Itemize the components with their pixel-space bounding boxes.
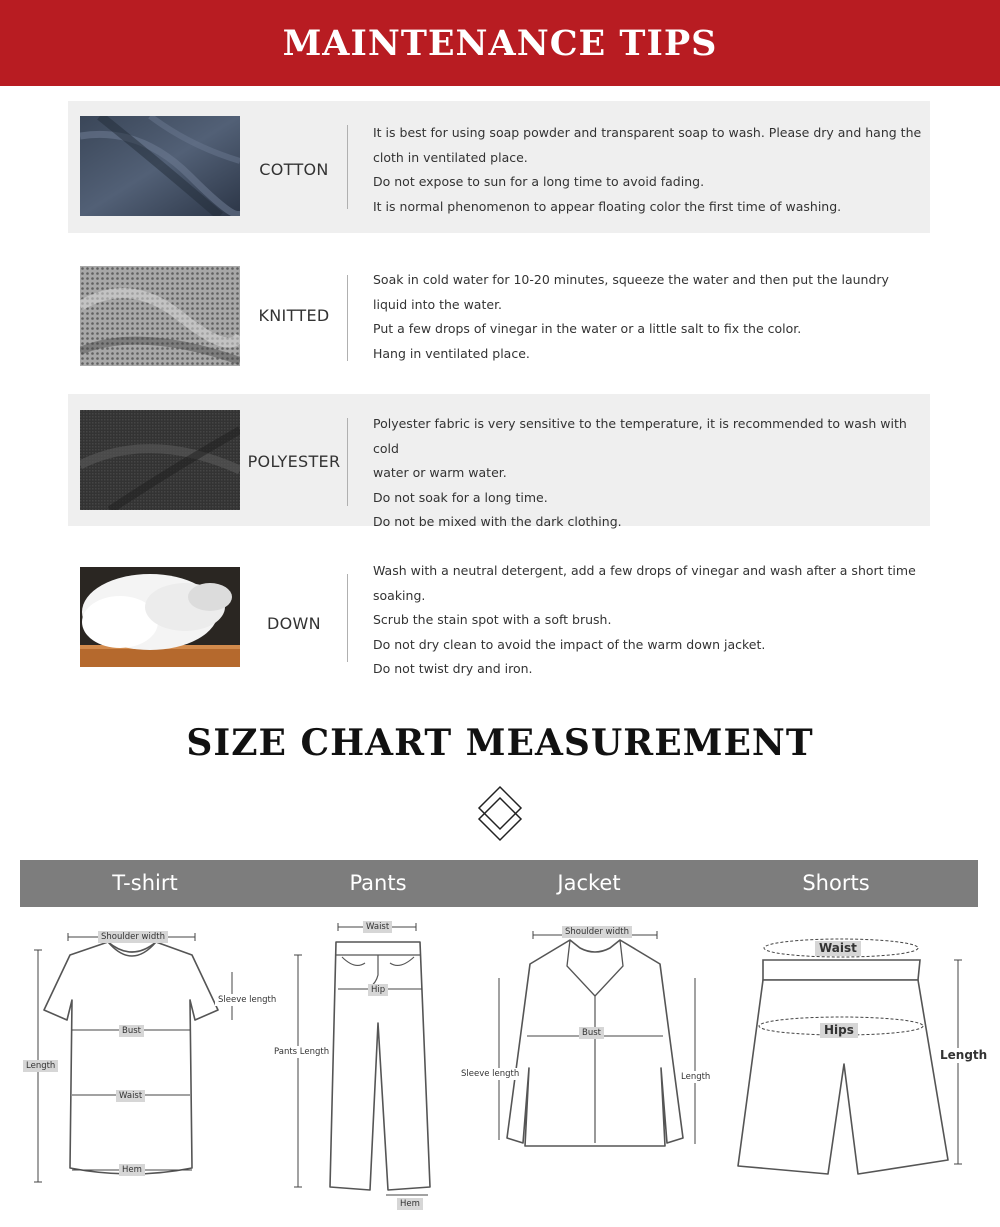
maintenance-banner xyxy=(0,0,1000,86)
tip-line: soaking. xyxy=(373,587,426,603)
tshirt-bust-label: Bust xyxy=(119,1025,144,1037)
shorts-waist-label: Waist xyxy=(815,941,861,956)
polyester-tips xyxy=(373,412,928,535)
pants-waist-label: Waist xyxy=(363,921,392,933)
down-swatch-image xyxy=(80,567,240,667)
cotton-tips xyxy=(373,121,928,219)
fabric-row-knitted xyxy=(68,251,930,383)
knitted-tips xyxy=(373,268,928,366)
jacket-sleeve-label: Sleeve length xyxy=(458,1068,522,1080)
tip-line: Do not twist dry and iron. xyxy=(373,661,533,677)
fabric-name-cotton: COTTON xyxy=(259,160,329,179)
fabric-divider xyxy=(347,275,348,361)
garment-type-bar xyxy=(20,860,978,907)
tshirt-outline-icon xyxy=(20,920,280,1190)
garment-label-jacket: Jacket xyxy=(557,871,621,895)
fabric-name-knitted: KNITTED xyxy=(258,306,330,325)
tip-line: Do not dry clean to avoid the impact of the warm down jacket. xyxy=(373,636,766,652)
tip-line: Soak in cold water for 10-20 minutes, squeeze the water and then put the laundry xyxy=(373,272,889,287)
shorts-length-label: Length xyxy=(936,1048,991,1063)
fabric-row-polyester xyxy=(68,394,930,530)
pants-diagram xyxy=(270,915,450,1215)
cotton-swatch-image xyxy=(80,116,240,216)
garment-label-pants: Pants xyxy=(349,871,407,895)
knitted-swatch-image xyxy=(80,266,240,366)
diamond-ornament-icon xyxy=(469,785,531,843)
tshirt-length-label: Length xyxy=(23,1060,58,1072)
tip-line: Polyester fabric is very sensitive to the temperature, it is recommended to wash with cold xyxy=(373,416,907,456)
down-tips xyxy=(373,559,928,682)
tip-line: Do not be mixed with the dark clothing. xyxy=(373,514,622,530)
fabric-name-down: DOWN xyxy=(267,614,321,633)
tshirt-diagram xyxy=(20,920,280,1190)
jacket-diagram xyxy=(455,918,725,1168)
fabric-divider xyxy=(347,574,348,662)
tshirt-sleeve-label: Sleeve length xyxy=(215,994,279,1006)
garment-label-tshirt: T-shirt xyxy=(112,871,178,895)
polyester-swatch-image xyxy=(80,410,240,510)
fabric-divider xyxy=(347,418,348,506)
jacket-length-label: Length xyxy=(678,1071,713,1083)
pants-outline-icon xyxy=(270,915,450,1215)
tip-line: Do not soak for a long time. xyxy=(373,489,548,505)
tip-line: cloth in ventilated place. xyxy=(373,149,528,165)
tip-line: water or warm water. xyxy=(373,465,507,481)
size-chart-title: SIZE CHART MEASUREMENT xyxy=(186,722,814,764)
fabric-row-down xyxy=(68,552,930,688)
tip-line: liquid into the water. xyxy=(373,296,503,312)
pants-length-label: Pants Length xyxy=(271,1046,332,1058)
tip-line: It is normal phenomenon to appear floating color the first time of washing. xyxy=(373,198,842,214)
shorts-diagram xyxy=(730,928,995,1183)
tshirt-shoulder-label: Shoulder width xyxy=(98,931,168,943)
tip-line: Scrub the stain spot with a soft brush. xyxy=(373,612,612,628)
tshirt-hem-label: Hem xyxy=(119,1164,145,1176)
fabric-row-cotton xyxy=(68,101,930,233)
shorts-hips-label: Hips xyxy=(820,1023,858,1038)
tip-line: It is best for using soap powder and transparent soap to wash. Please dry and hang the xyxy=(373,125,922,140)
garment-label-shorts: Shorts xyxy=(802,871,870,895)
jacket-outline-icon xyxy=(455,918,725,1168)
pants-hem-label: Hem xyxy=(397,1198,423,1210)
tip-line: Hang in ventilated place. xyxy=(373,345,530,361)
maintenance-title: MAINTENANCE TIPS xyxy=(282,22,718,64)
jacket-shoulder-label: Shoulder width xyxy=(562,926,632,938)
tip-line: Put a few drops of vinegar in the water or a little salt to fix the color. xyxy=(373,321,802,337)
tshirt-waist-label: Waist xyxy=(116,1090,145,1102)
fabric-divider xyxy=(347,125,348,209)
jacket-bust-label: Bust xyxy=(579,1027,604,1039)
tip-line: Do not expose to sun for a long time to avoid fading. xyxy=(373,174,705,190)
tip-line: Wash with a neutral detergent, add a few drops of vinegar and wash after a short time xyxy=(373,563,916,578)
pants-hip-label: Hip xyxy=(368,984,388,996)
fabric-name-polyester: POLYESTER xyxy=(247,452,341,471)
